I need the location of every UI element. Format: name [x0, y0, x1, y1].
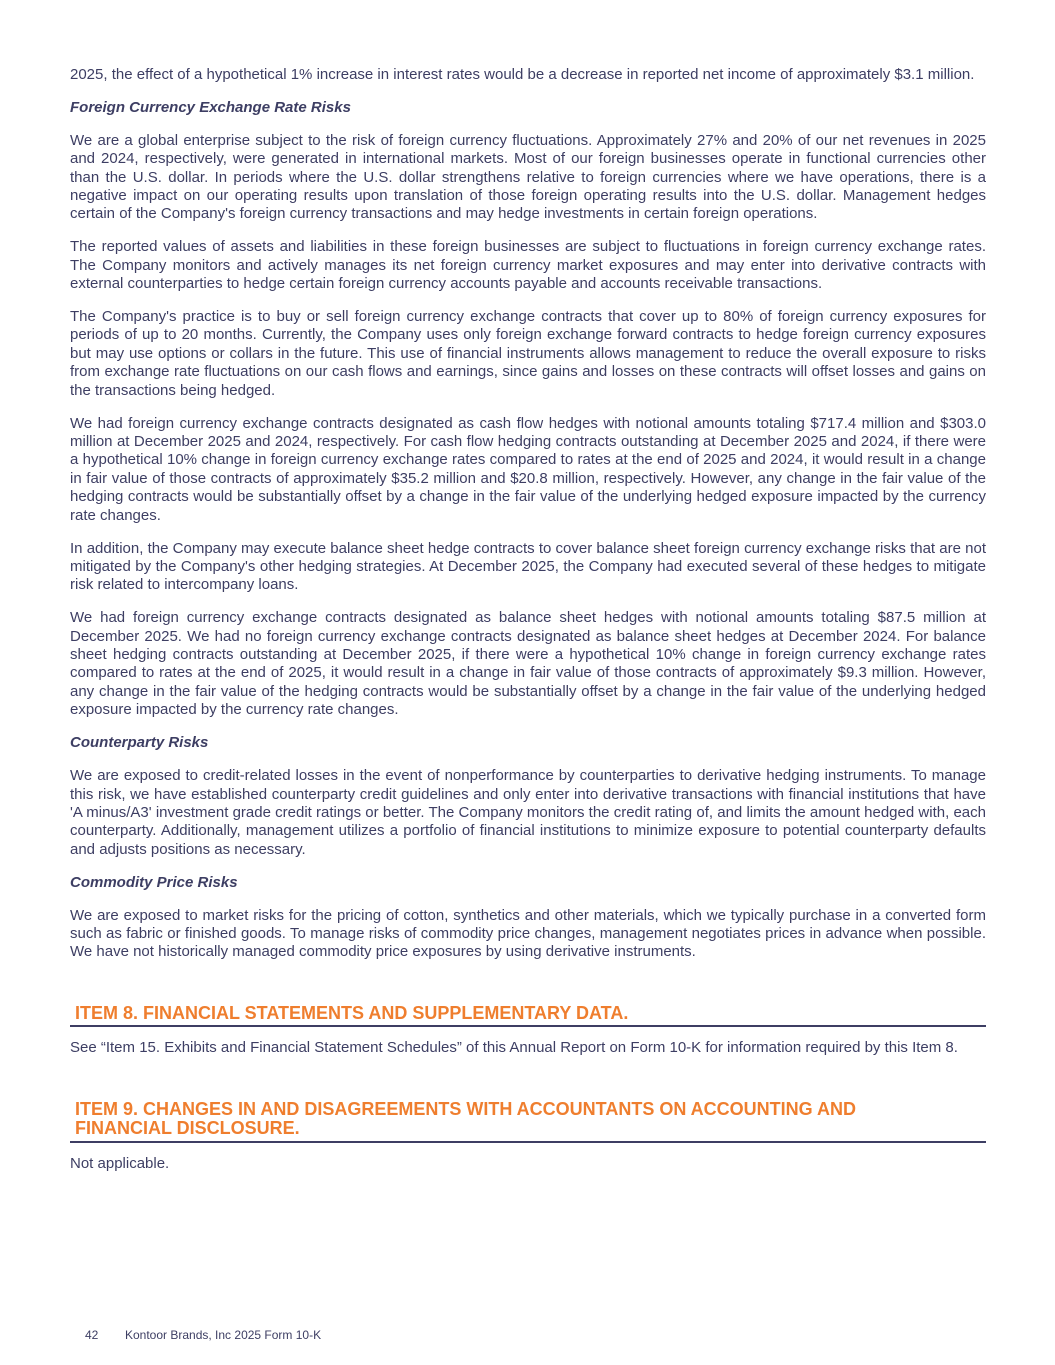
fx-paragraph-5: In addition, the Company may execute balance sheet hedge contracts to cover balance sheet foreign currency exchange risks that are not mitigated by the Company's other hedging strategies. At December 2025, the Company had executed several of these hedges to mitigate risk related to intercompany loans. [70, 539, 986, 594]
item-8-heading: ITEM 8. FINANCIAL STATEMENTS AND SUPPLEMENTARY DATA. [70, 1004, 986, 1028]
fx-risks-heading: Foreign Currency Exchange Rate Risks [70, 98, 351, 116]
item-9-heading-line-1: ITEM 9. CHANGES IN AND DISAGREEMENTS WITH ACCOUNTANTS ON ACCOUNTING AND [75, 1098, 856, 1119]
fx-paragraph-3: The Company's practice is to buy or sell foreign currency exchange contracts that cover up to 80% of foreign currency exposures for periods of up to 20 months. Currently, the Company uses only foreign exchange forward contracts to hedge foreign currency exposures but may use options or collars in the future. This use of financial instruments allows management to reduce the overall exposure to risks from exchange rate fluctuations on our cash flows and earnings, since gains and losses on these contracts will offset losses and gains on the transactions being hedged. [70, 308, 986, 399]
commodity-paragraph: We are exposed to market risks for the pricing of cotton, synthetics and other materials, which we typically purchase in a converted form such as fabric or finished goods. To manage risks of commodity price changes, management negotiates prices in advance when possible. We have not historically managed commodity price exposures by using derivative instruments. [70, 906, 986, 961]
page-footer [85, 1328, 321, 1342]
fx-paragraph-6: We had foreign currency exchange contracts designated as balance sheet hedges with notional amounts totaling $87.5 million at December 2025. We had no foreign currency exchange contracts designated as balance sheet hedges at December 2024. For balance sheet hedging contracts outstanding at December 2025, if there were a hypothetical 10% change in foreign currency exchange rates compared to rates at the end of 2025, it would result in a change in fair value of those contracts of approximately $9.3 million. However, any change in the fair value of the hedging contracts would be substantially offset by a change in the fair value of the underlying hedged exposure impacted by the currency rate changes. [70, 609, 986, 719]
fx-paragraph-4: We had foreign currency exchange contracts designated as cash flow hedges with notional amounts totaling $717.4 million and $303.0 million at December 2025 and 2024, respectively. For cash flow hedging contracts outstanding at December 2025 and 2024, if there were a hypothetical 10% change in foreign currency exchange rates compared to rates at the end of 2025 and 2024, it would result in a change in fair value of those contracts of approximately $35.2 million and $20.8 million, respectively. However, any change in the fair value of the hedging contracts would be substantially offset by a change in the fair value of the underlying hedged exposure impacted by the currency rate changes. [70, 414, 986, 524]
page-number: 42 [85, 1328, 99, 1342]
document-page [70, 66, 986, 1188]
fx-paragraph-1: We are a global enterprise subject to the risk of foreign currency fluctuations. Approximately 27% and 20% of our net revenues in 2025 and 2024, respectively, were generated in international markets. Most of our foreign businesses operate in functional currencies other than the U.S. dollar. In periods where the U.S. dollar strengthens relative to foreign currencies where we have operations, there is a negative impact on our operating results upon translation of those foreign operating results into the U.S. dollar. Management hedges certain of the Company's foreign currency transactions and may hedge investments in certain foreign operations. [70, 131, 986, 223]
item-9-paragraph: Not applicable. [70, 1154, 170, 1172]
counterparty-risks-heading: Counterparty Risks [70, 734, 209, 752]
commodity-risks-heading: Commodity Price Risks [70, 873, 238, 891]
fx-paragraph-2: The reported values of assets and liabilities in these foreign businesses are subject to fluctuations in foreign currency exchange rates. The Company monitors and actively manages its net foreign currency market exposures and may enter into derivative contracts with external counterparties to hedge certain foreign currency accounts payable and accounts receivable transactions. [70, 238, 986, 293]
document-title: Kontoor Brands, Inc 2025 Form 10-K [125, 1328, 322, 1342]
intro-paragraph: 2025, the effect of a hypothetical 1% increase in interest rates would be a decrease in reported net income of approximately $3.1 million. [70, 66, 975, 83]
item-8-paragraph: See “Item 15. Exhibits and Financial Statement Schedules” of this Annual Report on Form 10-K for information required by this Item 8. [70, 1039, 958, 1057]
item-9-heading-line-2: FINANCIAL DISCLOSURE. [75, 1118, 300, 1139]
counterparty-paragraph: We are exposed to credit-related losses in the event of nonperformance by counterparties to derivative hedging instruments. To manage this risk, we have established counterparty credit guidelines and only enter into derivative transactions with financial institutions that have 'A minus/A3' investment grade credit ratings or better. The Company monitors the credit rating of, and limits the amount hedged with, each counterparty. Additionally, management utilizes a portfolio of financial institutions to minimize exposure to potential counterparty defaults and adjusts positions as necessary. [70, 767, 986, 858]
item-9-heading [70, 1100, 986, 1143]
